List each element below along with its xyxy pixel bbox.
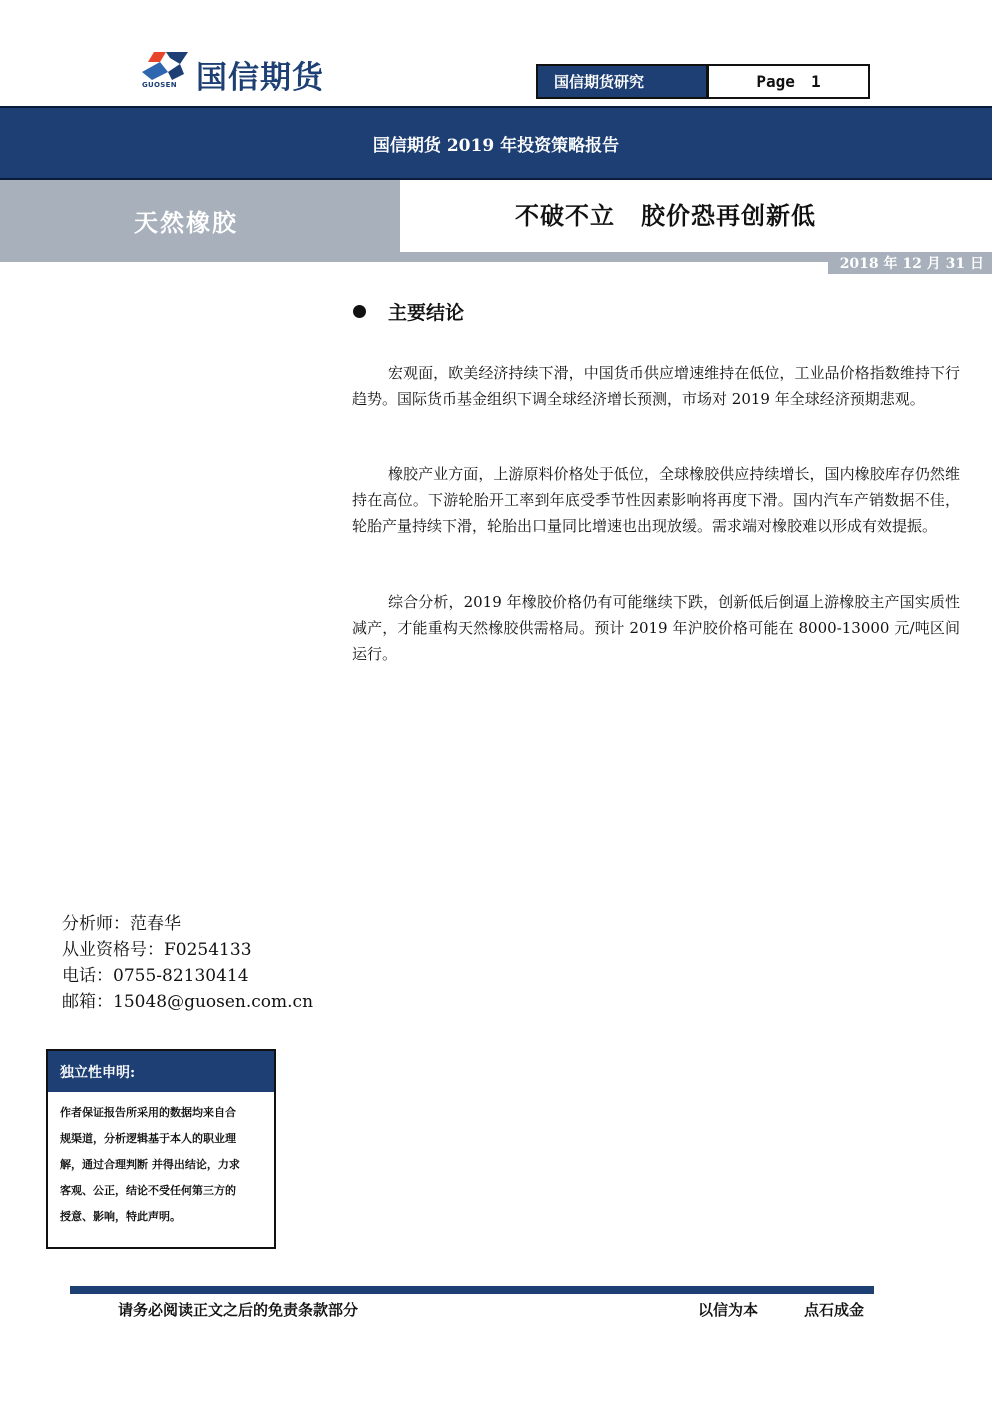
footer-motto-2: 点石成金 (804, 1301, 865, 1319)
declaration-line: 解，通过合理判断 并得出结论，力求 (60, 1158, 240, 1171)
declaration-heading: 独立性申明: (48, 1051, 274, 1092)
analyst-info (62, 911, 313, 1015)
bullet-icon (353, 305, 366, 318)
analyst-email[interactable]: 邮箱：15048@guosen.com.cn (62, 992, 314, 1012)
declaration-line: 客观、公正，结论不受任何第三方的 (60, 1184, 236, 1197)
declaration-body (48, 1092, 274, 1230)
section-heading: 主要结论 (388, 302, 465, 324)
report-date: 2018 年 12 月 31 日 (828, 252, 992, 274)
page-number: 1 (810, 72, 821, 91)
conclusion-paragraph: 综合分析，2019 年橡胶价格仍有可能继续下跌，创新低后倒逼上游橡胶主产国实质性减产，才能重构天然橡胶供需格局。预计 2019 年沪胶价格可能在 8000-13000 元/吨区间运行。 (352, 593, 960, 663)
page-word: Page (756, 72, 795, 91)
report-category: 天然橡胶 (134, 208, 238, 237)
declaration-box (46, 1049, 276, 1249)
declaration-line: 规渠道，分析逻辑基于本人的职业理 (60, 1132, 236, 1145)
report-banner (0, 106, 992, 180)
header-box (536, 64, 870, 99)
footer-motto-1: 以信为本 (698, 1301, 759, 1319)
logo-text: 国信期货 (196, 60, 324, 96)
analyst-phone: 电话：0755-82130414 (62, 966, 249, 986)
conclusion-paragraph: 宏观面，欧美经济持续下滑，中国货币供应增速维持在低位，工业品价格指数维持下行趋势。国际货币基金组织下调全球经济增长预测，市场对 2019 年全球经济预期悲观。 (352, 364, 960, 408)
logo-subtext: GUOSEN (142, 81, 177, 89)
report-title-part2: 胶价恐再创新低 (641, 201, 816, 230)
declaration-line: 授意、影响，特此声明。 (60, 1210, 181, 1223)
report-title-part1: 不破不立 (515, 201, 615, 230)
conclusion-paragraph: 橡胶产业方面，上游原料价格处于低位，全球橡胶供应持续增长，国内橡胶库存仍然维持在高位。下游轮胎开工率到年底受季节性因素影响将再度下滑。国内汽车产销数据不佳，轮胎产量持续下滑，轮胎出口量同比增速也出现放缓。需求端对橡胶难以形成有效提振。 (352, 465, 960, 535)
footer-bar (70, 1286, 874, 1294)
banner-title: 国信期货 2019 年投资策略报告 (372, 135, 620, 156)
research-label: 国信期货研究 (538, 66, 706, 97)
analyst-qualification: 从业资格号：F0254133 (62, 940, 252, 960)
analyst-name: 分析师：范春华 (62, 914, 181, 934)
report-title (515, 196, 816, 231)
footer-notice: 请务必阅读正文之后的免责条款部分 (118, 1301, 359, 1319)
declaration-line: 作者保证报告所采用的数据均来自合 (60, 1106, 236, 1119)
page-indicator (706, 66, 868, 97)
